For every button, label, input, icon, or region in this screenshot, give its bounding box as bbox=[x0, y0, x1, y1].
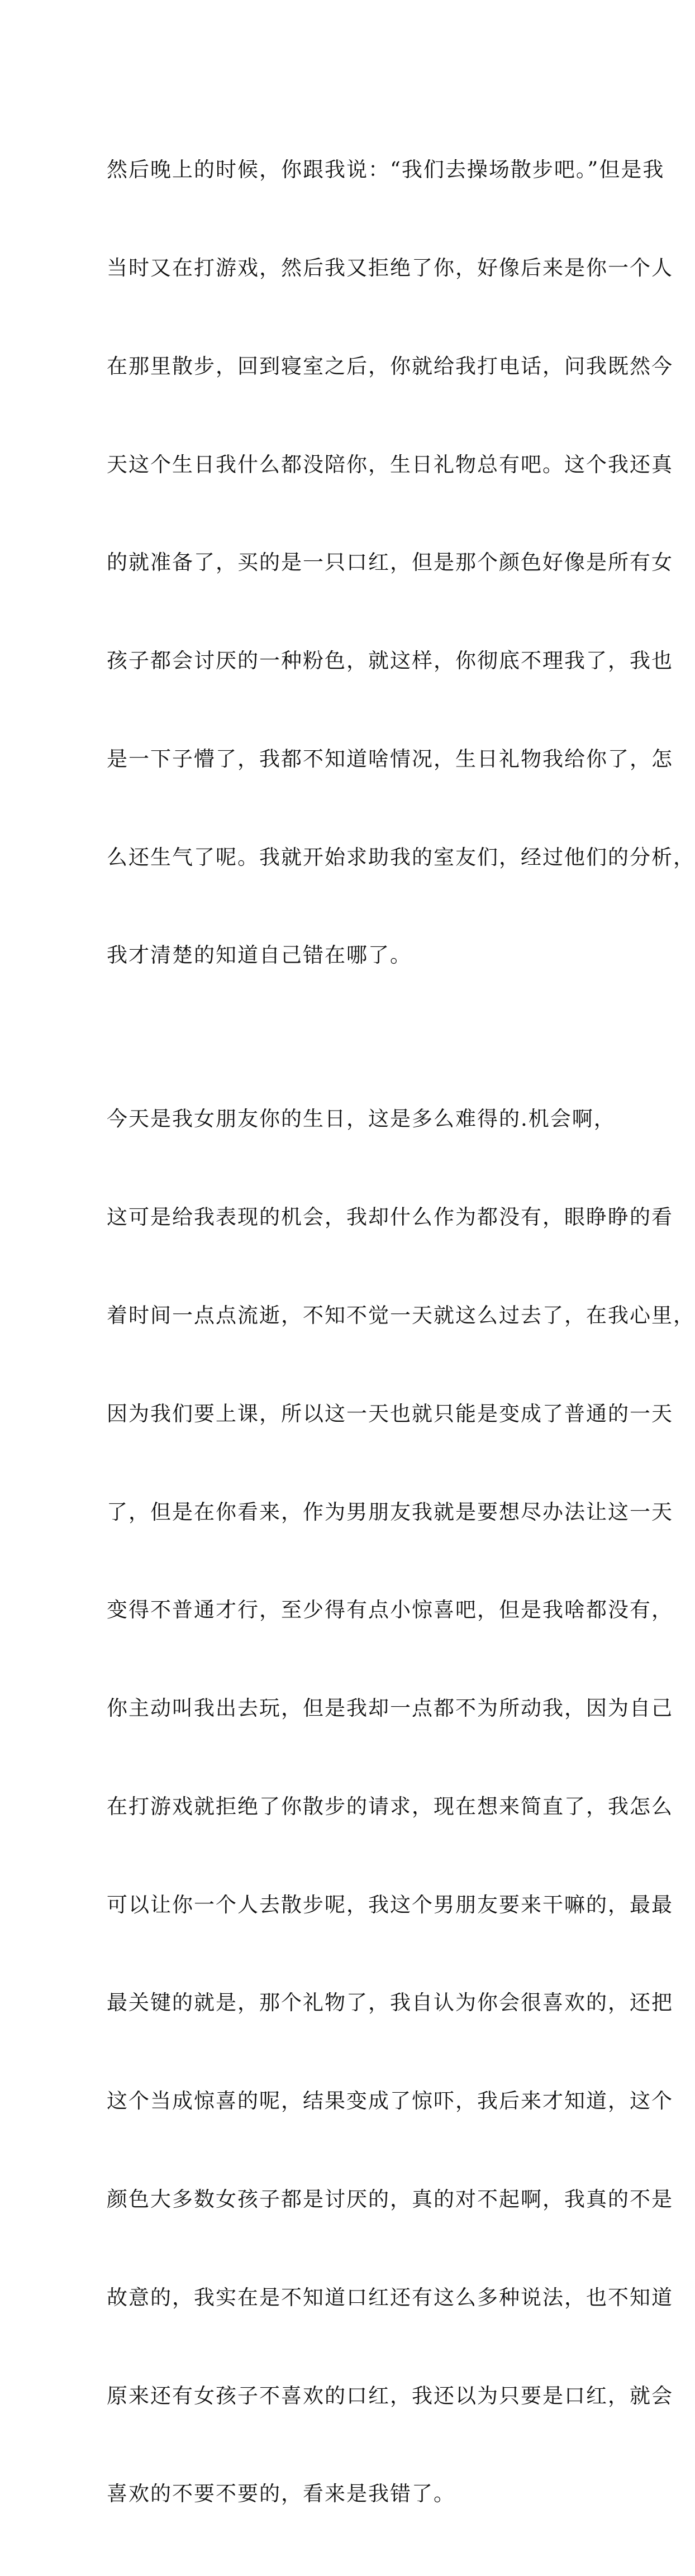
text-line: 天这个生日我什么都没陪你，生日礼物总有吧。这个我还真 bbox=[107, 452, 673, 477]
text-line: 了，但是在你看来，作为男朋友我就是要想尽办法让这一天 bbox=[107, 1499, 673, 1524]
text-line: 这个当成惊喜的呢，结果变成了惊吓，我后来才知道，这个 bbox=[107, 2089, 673, 2113]
text-line: 是一下子懵了，我都不知道啥情况，生日礼物我给你了，怎 bbox=[107, 746, 673, 771]
text-line: 着时间一点点流逝，不知不觉一天就这么过去了，在我心里， bbox=[107, 1303, 695, 1327]
paragraph-1 bbox=[107, 88, 695, 1037]
text-line: 因为我们要上课，所以这一天也就只能是变成了普通的一天 bbox=[107, 1401, 673, 1426]
body-text bbox=[107, 88, 695, 2576]
text-line: 可以让你一个人去散步呢，我这个男朋友要来干嘛的，最最 bbox=[107, 1892, 673, 1917]
text-line: 的就准备了，买的是一只口红，但是那个颜色好像是所有女 bbox=[107, 550, 673, 575]
text-line: 喜欢的不要不要的，看来是我错了。 bbox=[107, 2482, 455, 2506]
text-line: 孩子都会讨厌的一种粉色，就这样，你彻底不理我了，我也 bbox=[107, 649, 673, 673]
paragraph-2 bbox=[107, 1037, 695, 2576]
text-line: 在打游戏就拒绝了你散步的请求，现在想来简直了，我怎么 bbox=[107, 1794, 673, 1818]
text-line: 在那里散步，回到寝室之后，你就给我打电话，问我既然今 bbox=[107, 354, 673, 378]
text-line: 然后晚上的时候，你跟我说：“我们去操场散步吧。”但是我 bbox=[107, 158, 665, 182]
text-line: 最关键的就是，那个礼物了，我自认为你会很喜欢的，还把 bbox=[107, 1991, 673, 2015]
text-line: 这可是给我表现的机会，我却什么作为都没有，眼睁睁的看 bbox=[107, 1205, 673, 1230]
text-line: 我才清楚的知道自己错在哪了。 bbox=[107, 943, 412, 968]
text-line: 原来还有女孩子不喜欢的口红，我还以为只要是口红，就会 bbox=[107, 2383, 673, 2408]
text-line: 今天是我女朋友你的生日，这是多么难得的.机会啊， bbox=[107, 1107, 616, 1131]
text-line: 故意的，我实在是不知道口红还有这么多种说法，也不知道 bbox=[107, 2285, 673, 2310]
text-line: 你主动叫我出去玩，但是我却一点都不为所动我，因为自己 bbox=[107, 1696, 673, 1721]
text-line: 颜色大多数女孩子都是讨厌的，真的对不起啊，我真的不是 bbox=[107, 2187, 673, 2211]
text-line: 变得不普通才行，至少得有点小惊喜吧，但是我啥都没有， bbox=[107, 1598, 673, 1622]
text-line: 当时又在打游戏，然后我又拒绝了你，好像后来是你一个人 bbox=[107, 255, 673, 280]
text-line: 么还生气了呢。我就开始求助我的室友们，经过他们的分析， bbox=[107, 845, 695, 869]
